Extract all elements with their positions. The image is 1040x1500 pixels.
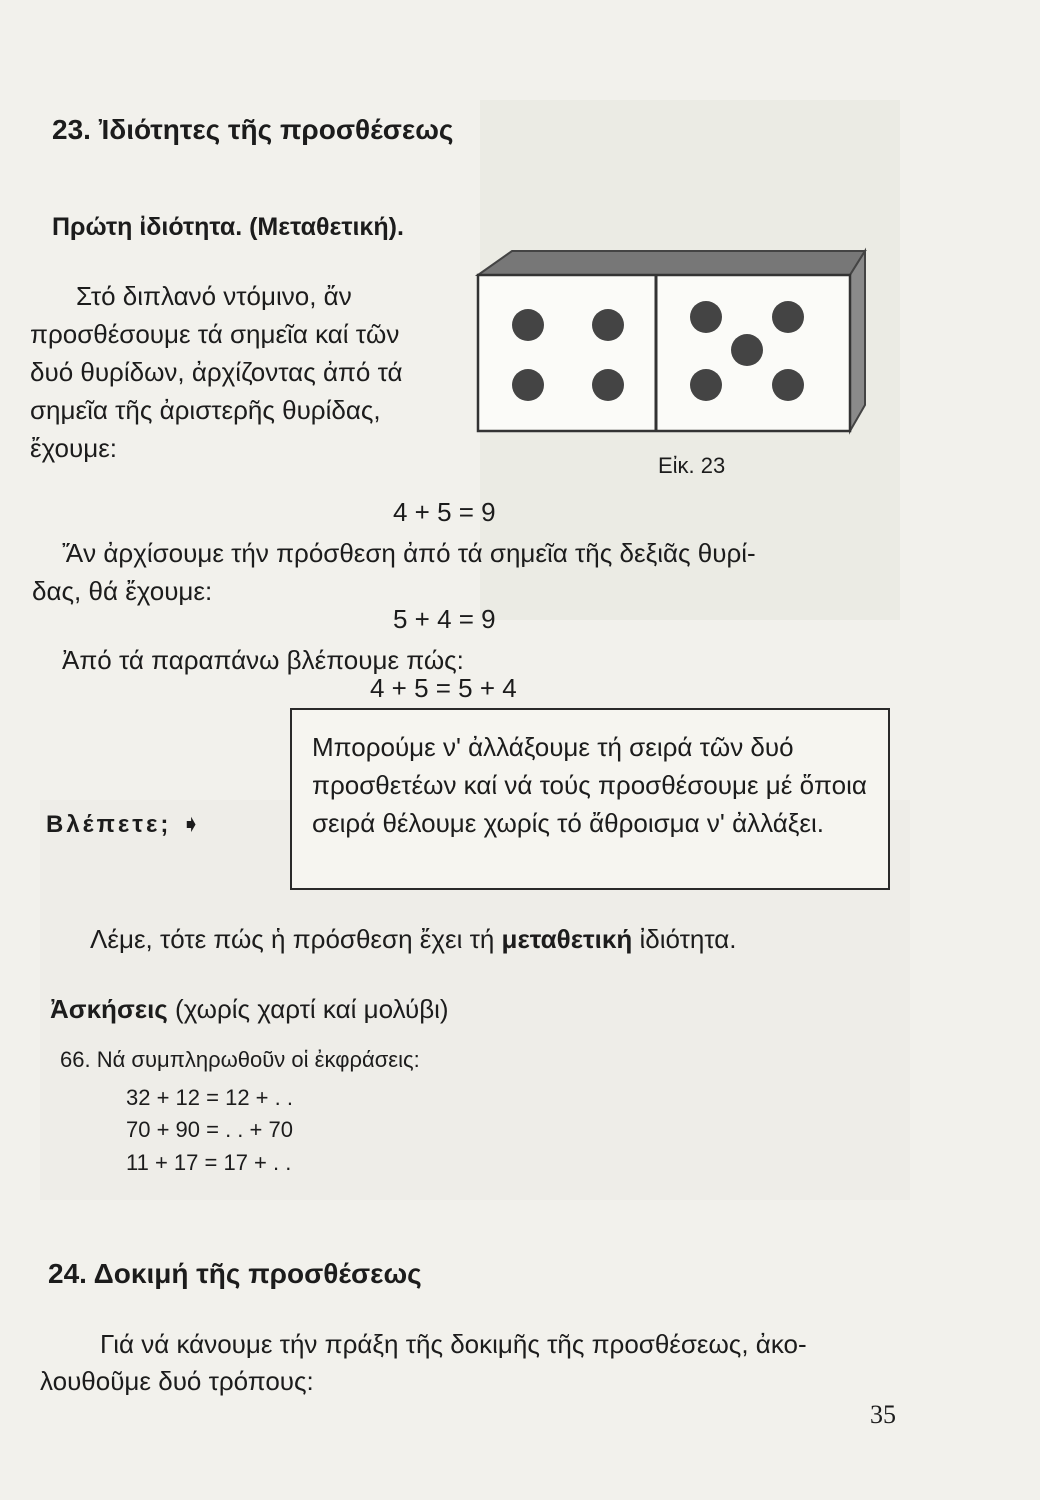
section-23-title: 23. Ἰδιότητες τῆς προσθέσεως xyxy=(52,114,454,145)
paragraph-line: Ἀπό τά παραπάνω βλέπουμε πώς: xyxy=(62,645,464,675)
paragraph-line: Γιά νά κάνουμε τήν πράξη τῆς δοκιμῆς τῆς προσθέσεως, ἀκο- xyxy=(100,1329,807,1359)
domino-pip xyxy=(731,334,763,366)
domino-figure xyxy=(470,245,870,465)
conclusion-prefix: Λέμε, τότε πώς ἡ πρόσθεση ἔχει τή xyxy=(90,924,502,954)
page-number: 35 xyxy=(870,1400,896,1429)
equation-5-plus-4: 5 + 4 = 9 xyxy=(393,604,496,634)
exercises-heading-bold: Ἀσκήσεις xyxy=(50,994,168,1024)
exercise-instruction: 66. Νά συμπληρωθοῦν οἱ ἐκφράσεις: xyxy=(60,1047,420,1072)
conclusion-term: μεταθετική xyxy=(501,924,633,954)
conclusion-line xyxy=(90,920,736,958)
intro-line: Στό διπλανό ντόμινο, ἄν xyxy=(76,281,352,311)
paragraph-line: δας, θά ἔχουμε: xyxy=(32,576,213,606)
figure-caption: Εἰκ. 23 xyxy=(658,453,726,478)
exercises-heading-rest: (χωρίς χαρτί καί μολύβι) xyxy=(167,994,449,1024)
domino-pip xyxy=(690,301,722,333)
domino-pip xyxy=(592,369,624,401)
exercise-item: 32 + 12 = 12 + . . xyxy=(126,1085,293,1110)
domino-pip xyxy=(592,309,624,341)
first-property-subtitle: Πρώτη ἰδιότητα. (Μεταθετική). xyxy=(52,213,404,241)
intro-line: δυό θυρίδων, ἀρχίζοντας ἀπό τά xyxy=(30,357,403,387)
domino-front-face xyxy=(478,275,850,431)
domino-side-face xyxy=(850,251,865,431)
domino-top-face xyxy=(478,251,865,275)
rule-box xyxy=(290,708,890,890)
domino-pip xyxy=(772,301,804,333)
section-24-title: 24. Δοκιμή τῆς προσθέσεως xyxy=(48,1258,422,1289)
exercise-item: 11 + 17 = 17 + . . xyxy=(126,1150,292,1175)
equation-commutative: 4 + 5 = 5 + 4 xyxy=(370,673,517,703)
equation-4-plus-5: 4 + 5 = 9 xyxy=(393,497,496,527)
intro-line: ἔχουμε: xyxy=(30,433,118,463)
domino-pip xyxy=(690,369,722,401)
paragraph-line: λουθοῦμε δυό τρόπους: xyxy=(40,1366,314,1396)
intro-line: σημεῖα τῆς ἀριστερῆς θυρίδας, xyxy=(30,395,381,425)
intro-line: προσθέσουμε τά σημεῖα καί τῶν xyxy=(30,319,400,349)
exercises-heading xyxy=(50,990,449,1028)
rule-text: Μπορούμε ν' ἀλλάξουμε τή σειρά τῶν δυό προσθετέων καί νά τούς προσθέσουμε μέ ὅποια σειρά θέλουμε χωρίς τό ἄθροισμα ν' ἀλλάξει. xyxy=(312,732,867,838)
conclusion-suffix: ἰδιότητα. xyxy=(632,924,737,954)
domino-pip xyxy=(772,369,804,401)
see-prompt: Βλέπετε; ➧ xyxy=(46,811,205,838)
exercise-item: 70 + 90 = . . + 70 xyxy=(126,1117,293,1142)
domino-pip xyxy=(512,309,544,341)
domino-pip xyxy=(512,369,544,401)
paragraph-line: Ἄν ἀρχίσουμε τήν πρόσθεση ἀπό τά σημεῖα τῆς δεξιᾶς θυρί- xyxy=(62,538,756,568)
